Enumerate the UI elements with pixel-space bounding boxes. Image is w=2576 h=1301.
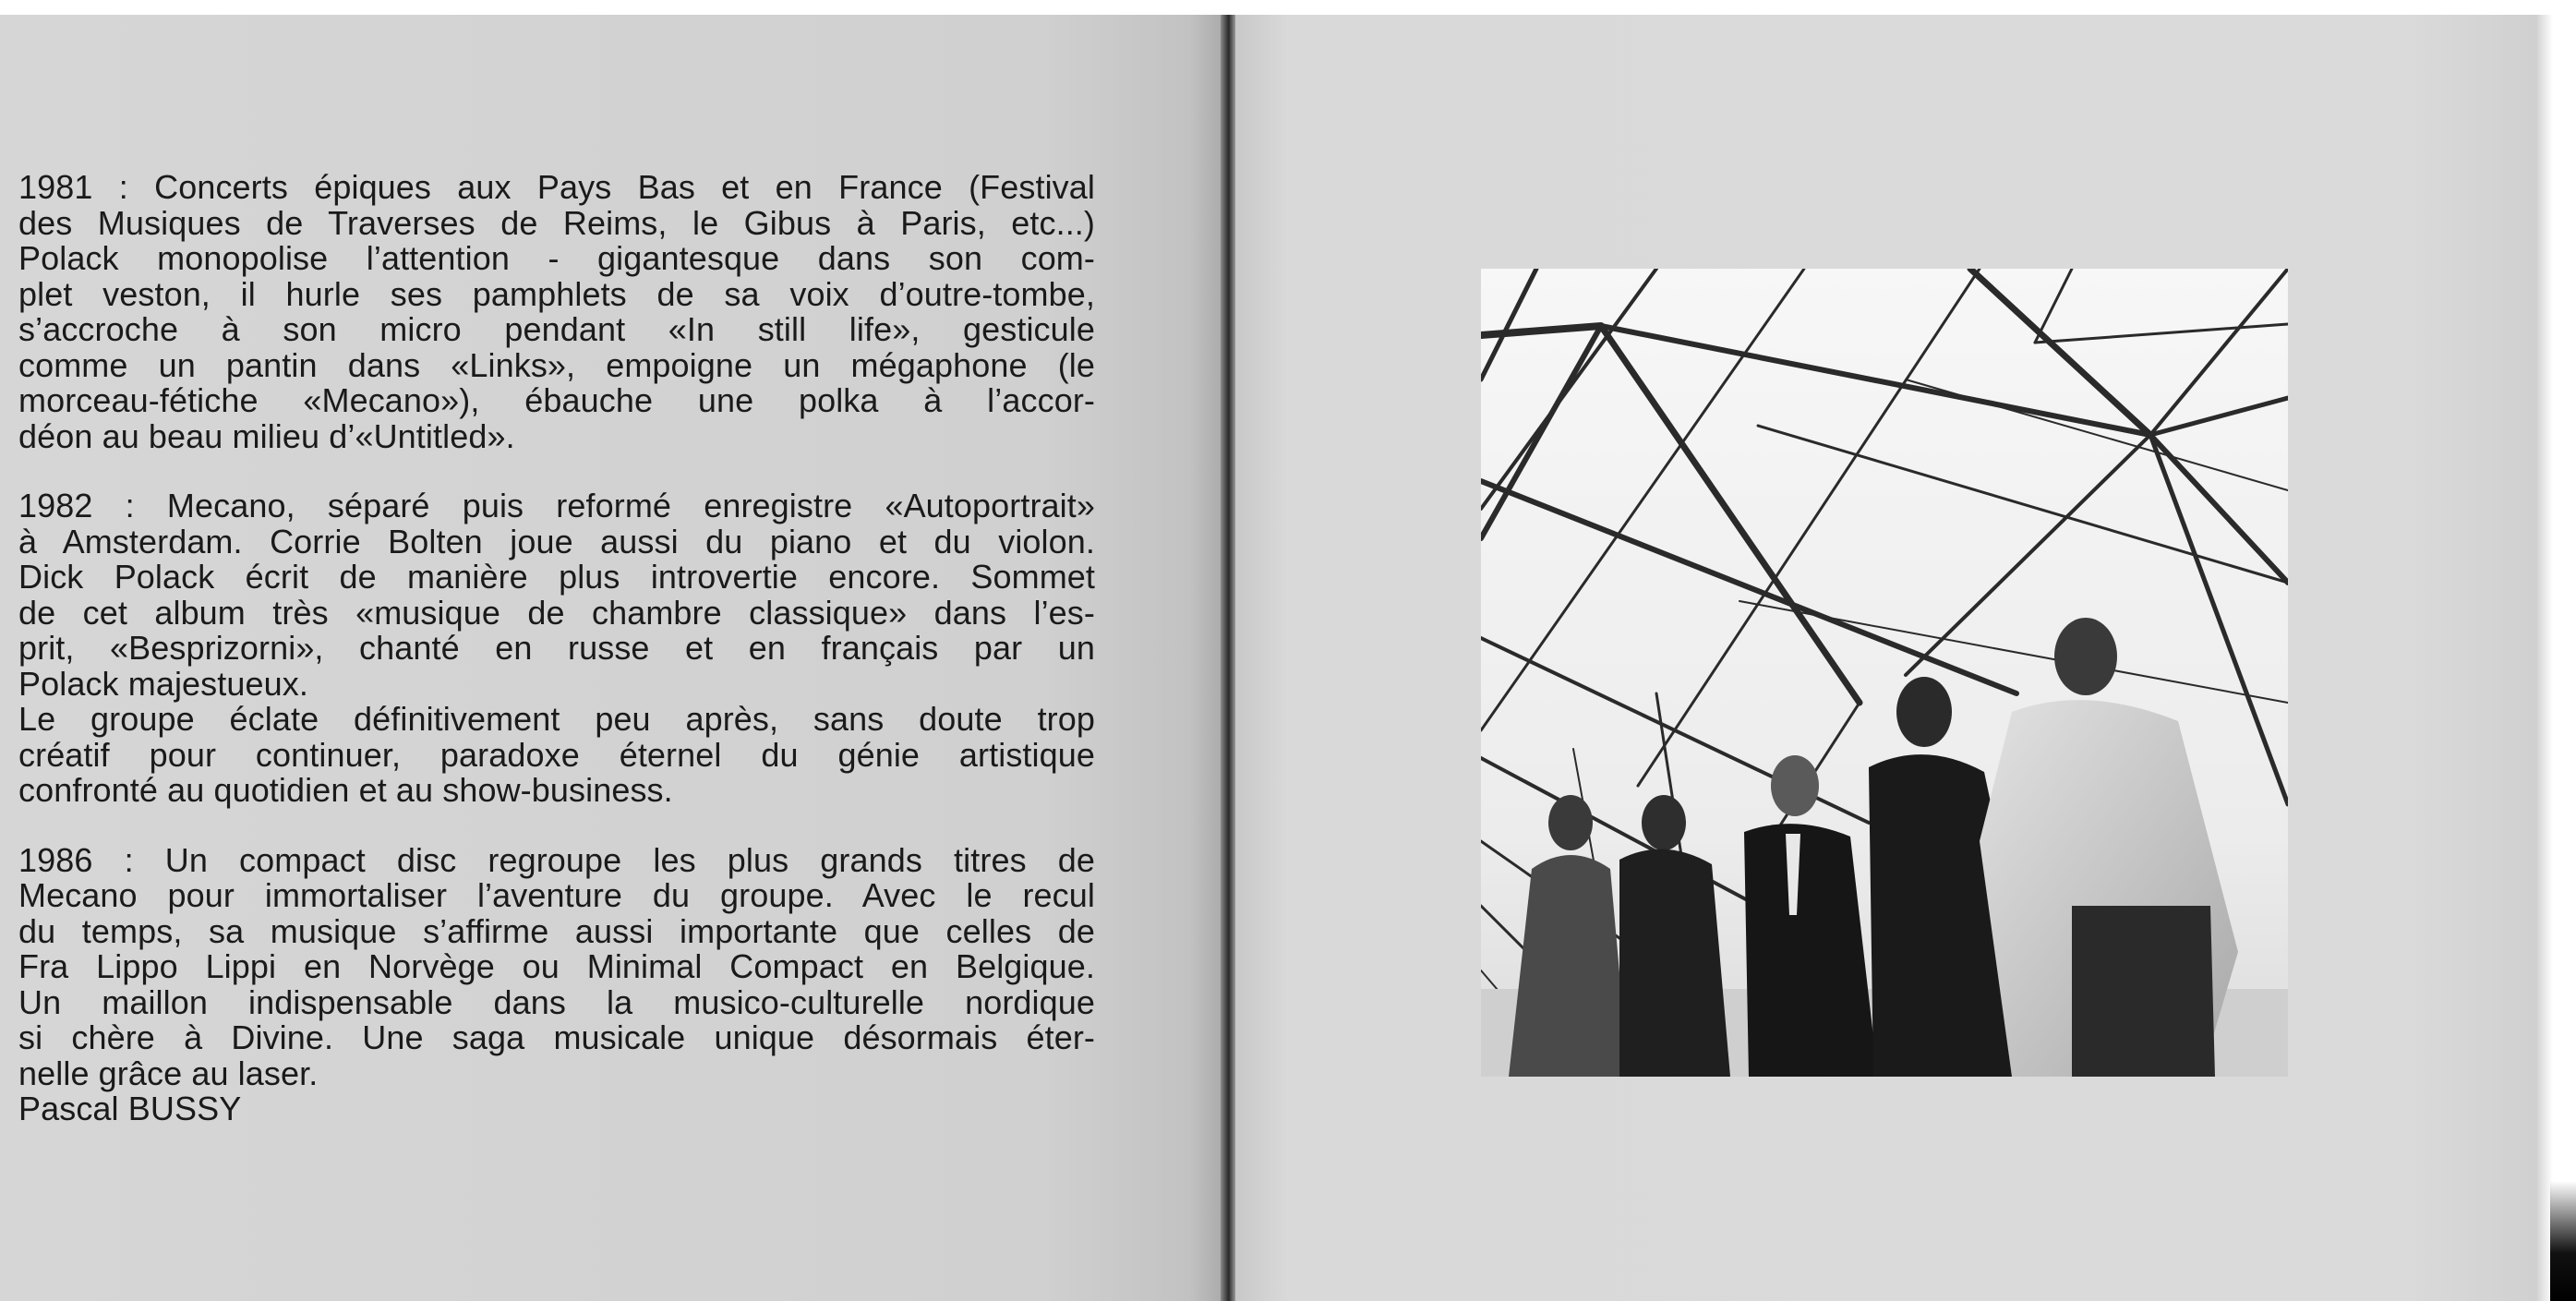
text-line: prit, «Besprizorni», chanté en russe et en français par un xyxy=(18,629,1095,667)
text-line: morceau-fétiche «Mecano»), ébauche une polka à l’accor- xyxy=(18,381,1095,419)
text-line: des Musiques de Traverses de Reims, le Gibus à Paris, etc...) xyxy=(18,203,1095,242)
text-line: Fra Lippo Lippi en Norvège ou Minimal Compact en Belgique. xyxy=(18,947,1095,985)
text-line: à Amsterdam. Corrie Bolten joue aussi du piano et du violon. xyxy=(18,522,1095,560)
text-line: créatif pour continuer, paradoxe éternel du génie artistique xyxy=(18,735,1095,774)
text-line: s’accroche à son micro pendant «In still life», gesticule xyxy=(18,310,1095,348)
scan-top-edge xyxy=(0,0,2576,15)
text-line: 1981 : Concerts épiques aux Pays Bas et en France (Festival xyxy=(18,168,1095,206)
scan-right-edge xyxy=(2537,15,2576,1301)
paragraph-1982 xyxy=(18,488,1095,702)
text-line: du temps, sa musique s’affirme aussi importante que celles de xyxy=(18,911,1095,950)
text-line: Polack majestueux. xyxy=(18,664,308,703)
text-line: 1982 : Mecano, séparé puis reformé enregistre «Autoportrait» xyxy=(18,487,1095,524)
text-line: confronté au quotidien et au show-business. xyxy=(18,771,673,809)
band-photo xyxy=(1481,269,2288,1077)
scan-shadow-corner xyxy=(2550,1181,2576,1301)
text-line: Polack monopolise l’attention - gigantesque dans son com- xyxy=(18,239,1095,277)
liner-notes-text xyxy=(18,170,1095,1127)
text-line: plet veston, il hurle ses pamphlets de sa voix d’outre-tombe, xyxy=(18,274,1095,313)
text-line: Le groupe éclate définitivement peu après, sans doute trop xyxy=(18,700,1095,738)
paragraph-1981 xyxy=(18,170,1095,454)
text-line: Dick Polack écrit de manière plus introvertie encore. Sommet xyxy=(18,558,1095,596)
text-line: Mecano pour immortaliser l’aventure du groupe. Avec le recul xyxy=(18,876,1095,914)
text-line: 1986 : Un compact disc regroupe les plus grands titres de xyxy=(18,840,1095,879)
text-line: comme un pantin dans «Links», empoigne un mégaphone (le xyxy=(18,345,1095,384)
booklet-gutter xyxy=(1221,15,1235,1301)
band-photo-icon xyxy=(1481,269,2288,1077)
text-line: si chère à Divine. Une saga musicale unique désormais éter- xyxy=(18,1018,1095,1056)
text-line: Un maillon indispensable dans la musico-culturelle nordique xyxy=(18,982,1095,1021)
text-line: de cet album très «musique de chambre classique» dans l’es- xyxy=(18,593,1095,632)
signature: Pascal BUSSY xyxy=(18,1090,242,1127)
paragraph-1986 xyxy=(18,840,1095,1127)
paragraph-breakup xyxy=(18,702,1095,809)
text-line: déon au beau milieu d’«Untitled». xyxy=(18,416,515,455)
text-line: nelle grâce au laser. xyxy=(18,1054,319,1092)
